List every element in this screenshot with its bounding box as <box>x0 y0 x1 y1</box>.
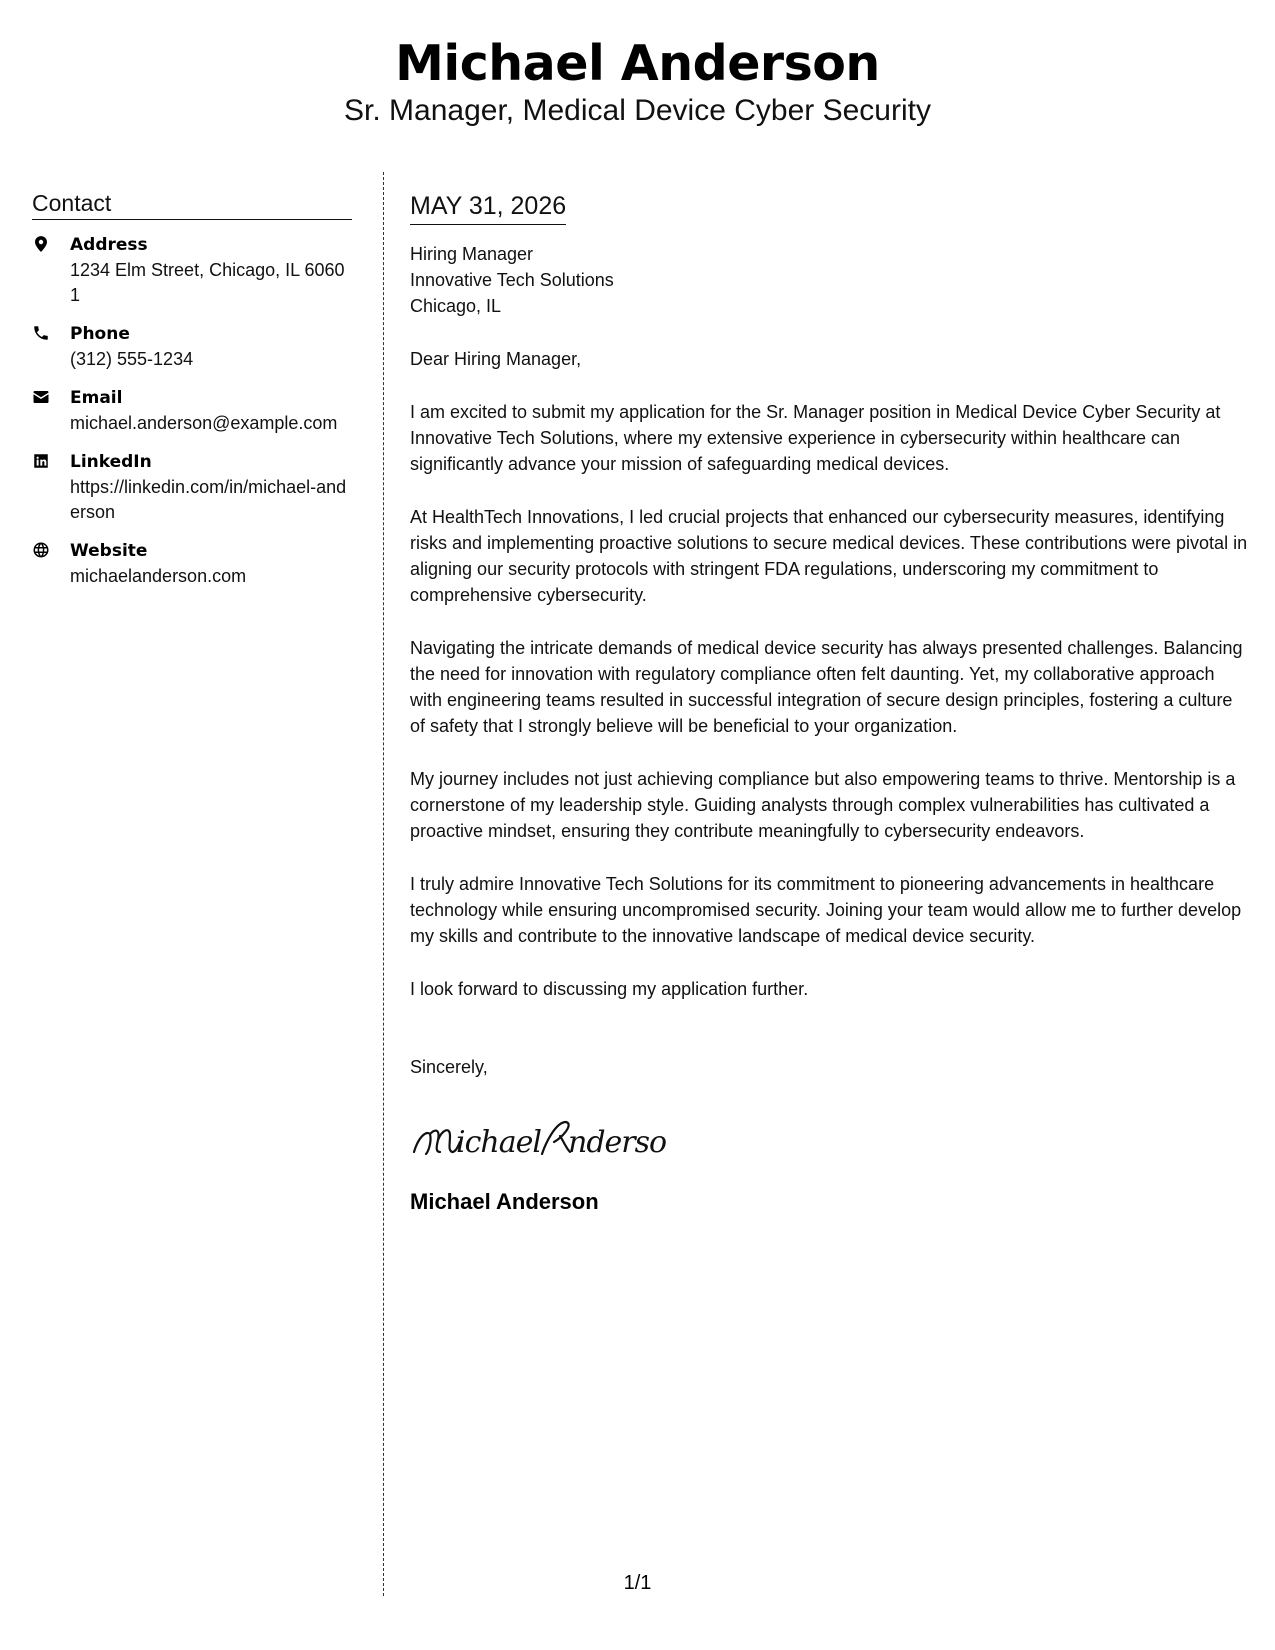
linkedin-value[interactable]: https://linkedin.com/in/michael-anderson <box>70 477 347 522</box>
salutation: Dear Hiring Manager, <box>410 349 582 369</box>
svg-text:nderso: nderso <box>568 1125 667 1160</box>
letter-date: MAY 31, 2026 <box>410 190 566 225</box>
email-value[interactable]: michael.anderson@example.com <box>70 413 338 433</box>
body-paragraph: I look forward to discussing my application further. <box>410 979 809 999</box>
body-paragraph: I truly admire Innovative Tech Solutions for its commitment to pioneering advancements in healthcare technology while ensuring uncompromised security. Joining your team would allow me to further develop my skills and contribute to the innovative landscape of medical device security. <box>410 874 1242 946</box>
job-title: Sr. Manager, Medical Device Cyber Security <box>344 94 931 127</box>
recipient-block <box>410 241 1250 319</box>
applicant-name: Michael Anderson <box>395 35 880 92</box>
recipient-line: Innovative Tech Solutions <box>410 270 614 290</box>
closing: Sincerely, <box>410 1057 488 1077</box>
body-paragraph: At HealthTech Innovations, I led crucial projects that enhanced our cybersecurity measures, identifying risks and implementing proactive solutions to secure medical devices. These contributions were pivotal in aligning our security protocols with stringent FDA regulations, underscoring my commitment to comprehensive cybersecurity. <box>410 507 1248 605</box>
contact-heading: Contact <box>32 188 352 220</box>
body-paragraph: My journey includes not just achieving compliance but also empowering teams to thrive. Mentorship is a cornerstone of my leadership style. Guiding analysts through complex vulnerabilities has cultivated a proactive mindset, ensuring they contribute meaningfully to cybersecurity endeavors. <box>410 769 1236 841</box>
globe-icon <box>32 538 70 559</box>
body-paragraph: I am excited to submit my application for the Sr. Manager position in Medical Device Cyber Security at Innovative Tech Solutions, where my extensive experience in cybersecurity within healthcare can significantly advance your mission of safeguarding medical devices. <box>410 402 1221 474</box>
contact-item-address <box>32 232 352 308</box>
handwritten-signature <box>410 1108 670 1168</box>
recipient-line: Hiring Manager <box>410 244 534 264</box>
phone-value: (312) 555-1234 <box>70 349 194 369</box>
contact-label: Phone <box>70 324 130 344</box>
contact-item-phone <box>32 321 352 372</box>
contact-sidebar <box>32 188 352 602</box>
contact-label: Address <box>70 235 148 255</box>
map-pin-icon <box>32 232 70 253</box>
letter-body <box>410 190 1250 1216</box>
body-paragraph: Navigating the intricate demands of medical device security has always presented challenges. Balancing the need for innovation with regulatory compliance often felt daunting. Yet, my collaborative approach with engineering teams resulted in successful integration of secure design principles, fostering a culture of safety that I strongly believe will be beneficial to your organization. <box>410 638 1243 736</box>
contact-label: LinkedIn <box>70 452 152 472</box>
page-number: 1/1 <box>623 1572 652 1594</box>
recipient-line: Chicago, IL <box>410 296 502 316</box>
contact-label: Website <box>70 541 148 561</box>
address-value: 1234 Elm Street, Chicago, IL 60601 <box>70 260 345 305</box>
contact-item-linkedin <box>32 449 352 525</box>
signer-name: Michael Anderson <box>410 1189 599 1214</box>
contact-item-website <box>32 538 352 589</box>
linkedin-icon <box>32 449 70 470</box>
phone-icon <box>32 321 70 342</box>
svg-text:ichael: ichael <box>456 1125 541 1160</box>
contact-label: Email <box>70 388 123 408</box>
website-value[interactable]: michaelanderson.com <box>70 566 247 586</box>
contact-item-email <box>32 385 352 436</box>
envelope-icon <box>32 385 70 406</box>
column-divider <box>383 172 384 1596</box>
